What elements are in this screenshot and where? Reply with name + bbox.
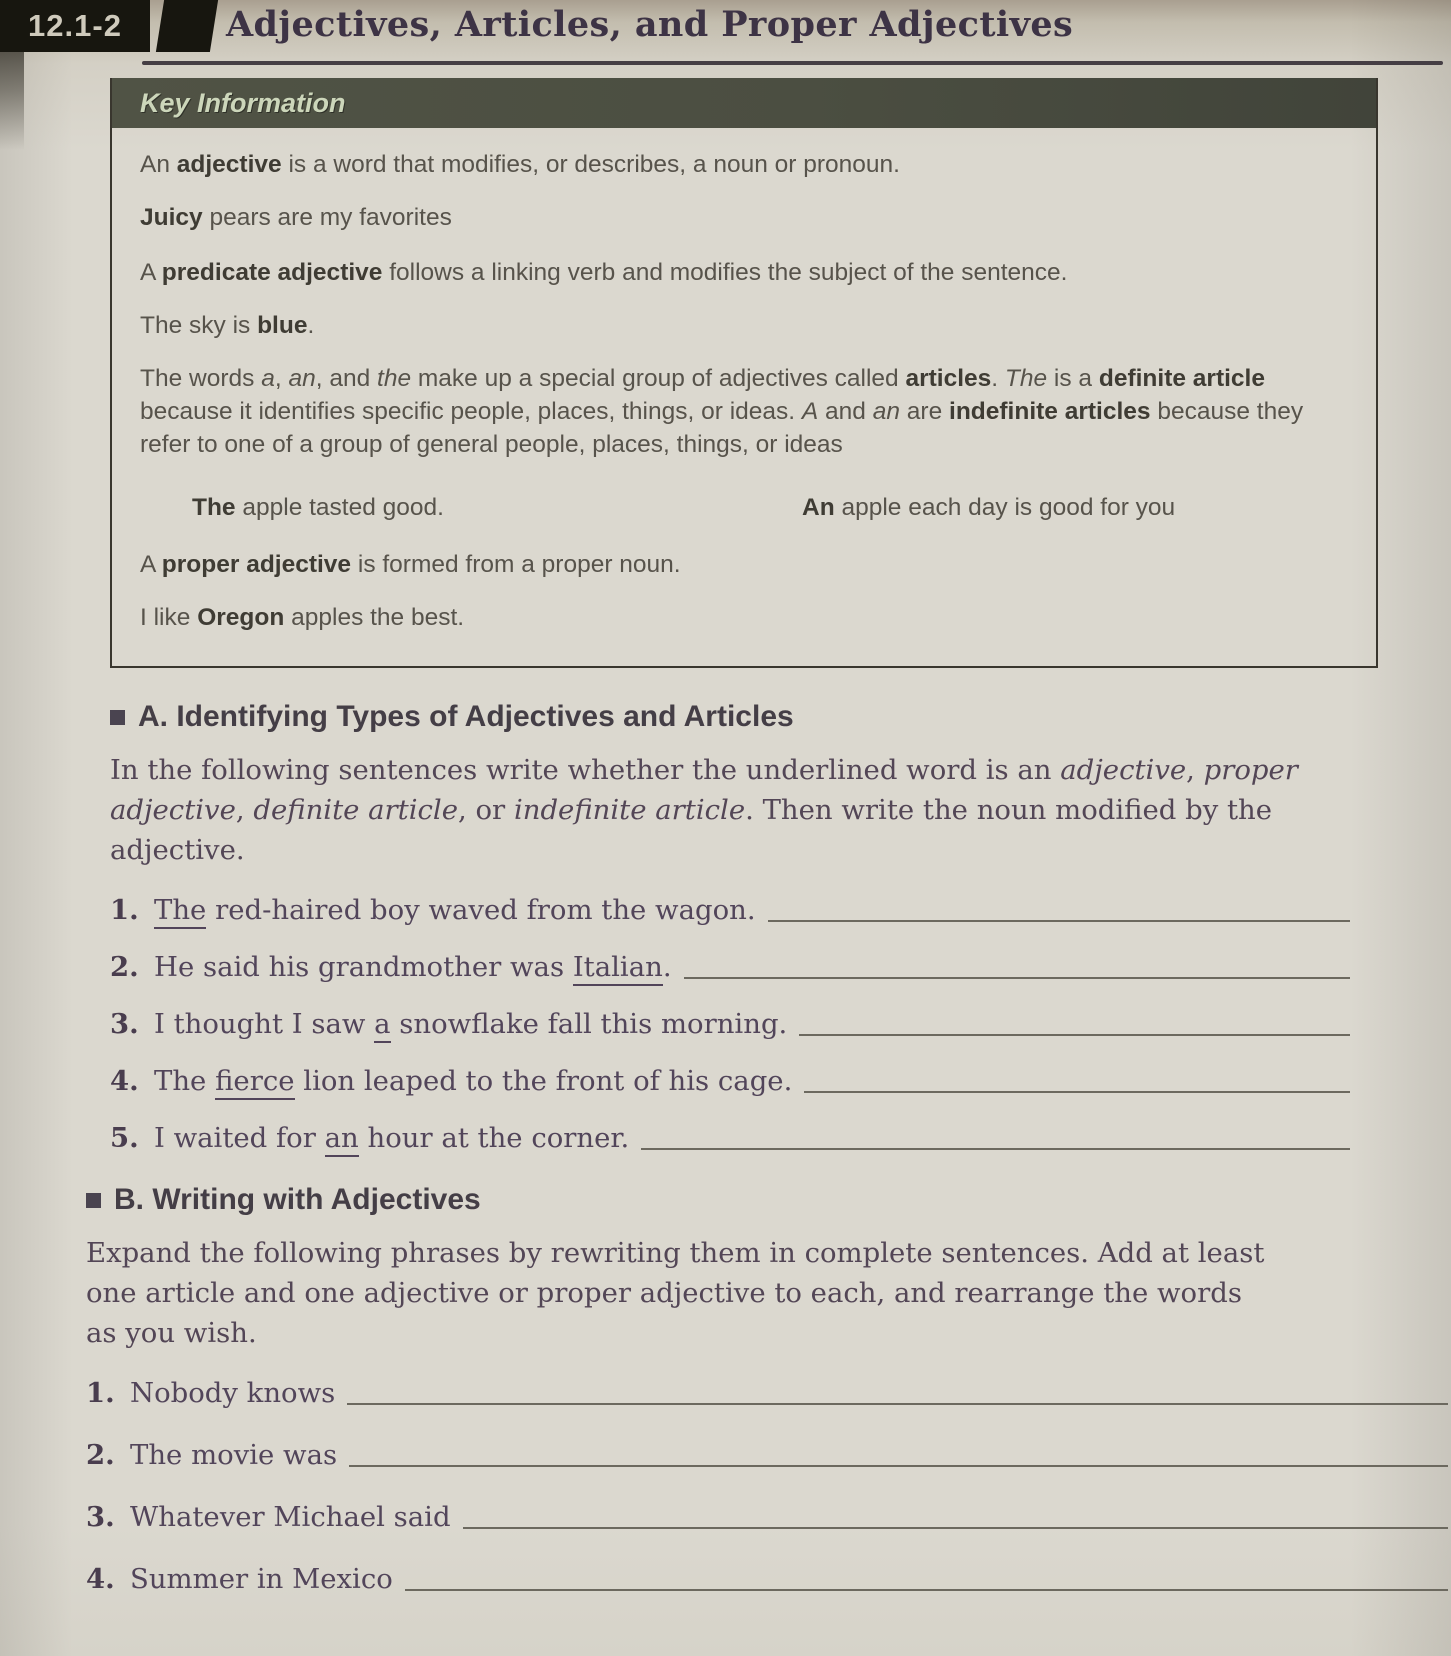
- item-number: 4.: [110, 1065, 139, 1097]
- item-sentence: The fierce lion leaped to the front of his cage.: [154, 1065, 792, 1097]
- item-number: 3.: [110, 1008, 139, 1040]
- answer-blank[interactable]: [768, 890, 1350, 922]
- section-a-heading: [110, 700, 1350, 734]
- predicate-adjective-example: The sky is blue.: [140, 312, 315, 339]
- articles-definition: The words a, an, and the make up a special group of adjectives called articles. The is a definite article because it identifies specific people, places, things, or ideas. A and an are indefinite articles because they refer to one of a group of general people, places, things, or ideas: [140, 365, 1304, 458]
- answer-blank[interactable]: [349, 1435, 1448, 1467]
- item-phrase: The movie was: [130, 1439, 338, 1471]
- lesson-number-tab: [0, 0, 150, 52]
- title-rule: [142, 61, 1443, 65]
- item-number: 4.: [86, 1563, 115, 1595]
- proper-adjective-example: I like Oregon apples the best.: [140, 604, 465, 631]
- item-number: 3.: [86, 1501, 115, 1533]
- lesson-number: 12.1-2: [28, 8, 122, 43]
- tab-notch: [156, 0, 218, 52]
- item-phrase: Whatever Michael said: [130, 1501, 451, 1533]
- answer-blank[interactable]: [347, 1373, 1448, 1405]
- square-bullet-icon: [86, 1193, 101, 1208]
- section-a-heading-label: A. Identifying Types of Adjectives and Articles: [138, 700, 794, 733]
- item-sentence: The red-haired boy waved from the wagon.: [154, 894, 756, 926]
- item-sentence: I waited for an hour at the corner.: [154, 1122, 629, 1154]
- exercise-item: [86, 1377, 1448, 1409]
- item-number: 1.: [86, 1377, 115, 1409]
- section-b-heading-label: B. Writing with Adjectives: [114, 1183, 481, 1216]
- item-number: 5.: [110, 1122, 139, 1154]
- section-b-heading: [86, 1183, 1448, 1217]
- key-information-title: Key Information: [140, 87, 346, 118]
- answer-blank[interactable]: [641, 1118, 1350, 1150]
- square-bullet-icon: [110, 710, 125, 725]
- predicate-adjective-definition: A predicate adjective follows a linking verb and modifies the subject of the sentence.: [140, 259, 1068, 286]
- page-title: Adjectives, Articles, and Proper Adjectives: [226, 4, 1074, 45]
- item-sentence: I thought I saw a snowflake fall this morning.: [154, 1008, 787, 1040]
- item-sentence: He said his grandmother was Italian.: [154, 951, 672, 983]
- article-example-indefinite: An apple each day is good for you: [802, 494, 1176, 521]
- section-b-items: [86, 1377, 1448, 1595]
- section-b: [86, 1183, 1448, 1625]
- item-number: 2.: [86, 1439, 115, 1471]
- section-a-items: [110, 894, 1350, 1154]
- answer-blank[interactable]: [684, 947, 1350, 979]
- key-information-body: [112, 128, 1376, 634]
- key-information-header: [112, 78, 1376, 128]
- exercise-item: [86, 1501, 1448, 1533]
- proper-adjective-definition: A proper adjective is formed from a proper noun.: [140, 551, 681, 578]
- item-phrase: Nobody knows: [130, 1377, 336, 1409]
- answer-blank[interactable]: [804, 1061, 1350, 1093]
- adjective-example: Juicy pears are my favorites: [140, 204, 452, 231]
- exercise-item: [110, 1065, 1350, 1097]
- item-number: 2.: [110, 951, 139, 983]
- exercise-item: [110, 1122, 1350, 1154]
- exercise-item: [86, 1439, 1448, 1471]
- exercise-item: [110, 951, 1350, 983]
- exercise-item: [86, 1563, 1448, 1595]
- section-a: [110, 700, 1350, 1179]
- article-examples-row: [140, 491, 1348, 524]
- key-information-box: [110, 78, 1378, 668]
- answer-blank[interactable]: [405, 1559, 1448, 1591]
- adjective-definition: An adjective is a word that modifies, or describes, a noun or pronoun.: [140, 151, 900, 178]
- article-example-definite: The apple tasted good.: [192, 494, 444, 521]
- item-phrase: Summer in Mexico: [130, 1563, 393, 1595]
- exercise-item: [110, 894, 1350, 926]
- answer-blank[interactable]: [799, 1004, 1350, 1036]
- item-number: 1.: [110, 894, 139, 926]
- exercise-item: [110, 1008, 1350, 1040]
- section-b-instructions: Expand the following phrases by rewriting them in complete sentences. Add at least one article and one adjective or proper adjective to each, and rearrange the words as you wish.: [86, 1237, 1265, 1349]
- section-a-instructions: In the following sentences write whether the underlined word is an adjective, proper adjective, definite article, or indefinite article. Then write the noun modified by the adjective.: [110, 754, 1298, 866]
- answer-blank[interactable]: [463, 1497, 1448, 1529]
